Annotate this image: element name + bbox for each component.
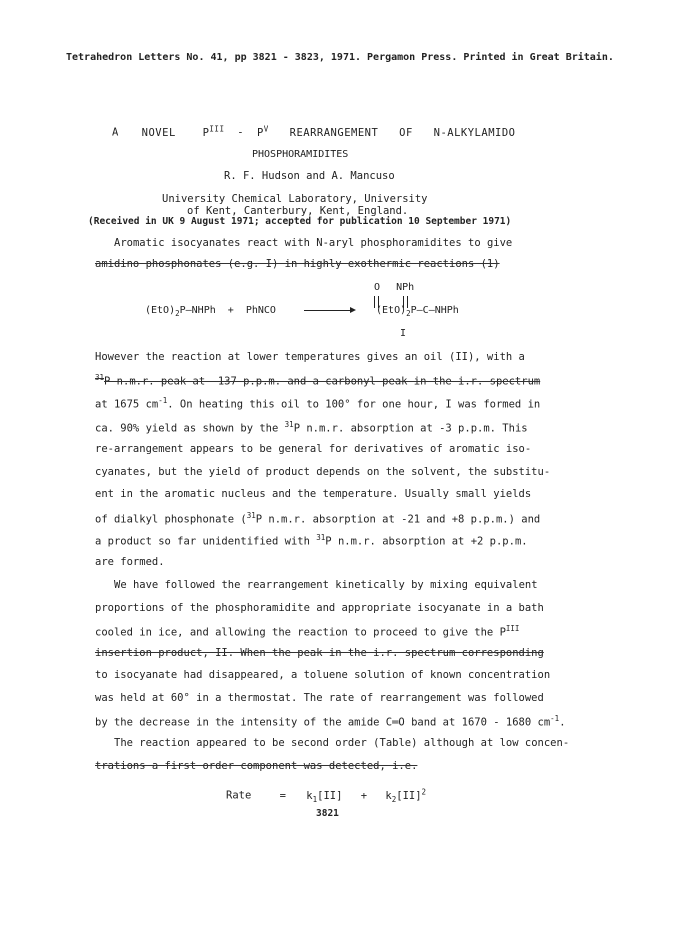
para1-line2: amidino phosphonates (e.g. I) in highly exothermic reactions (1) (95, 258, 500, 270)
para3-line4: insertion product, II. When the peak in the i.r. spectrum corresponding (95, 647, 544, 659)
reaction-arrow-icon (304, 310, 354, 311)
para1-line1: Aromatic isocyanates react with N-aryl phosphoramidites to give (114, 237, 513, 249)
para2-line4: ca. 90% yield as shown by the $^{31}$P n.m.r. absorption at -3 p.p.m. This (95, 420, 528, 435)
para2-line5: re-arrangement appears to be general for derivatives of aromatic iso- (95, 443, 532, 455)
reactant-2: PhNCO (245, 305, 276, 316)
para4-line1: The reaction appeared to be second order (Table) although at low concen- (114, 737, 570, 749)
authors: R. F. Hudson and A. Mancuso (224, 170, 395, 182)
para2-line6: cyanates, but the yield of product depends on the solvent, the substitu- (95, 466, 551, 478)
product: $(EtO)_2P—C—NHPh$ (376, 305, 459, 318)
reactant-1: $(EtO)_2P—NHPh$ (145, 305, 216, 318)
journal-header: Tetrahedron Letters No. 41, pp 3821 - 3823, 1971. Pergamon Press. Printed in Great Britain. (66, 52, 614, 63)
reaction-scheme: $(EtO)_2P—NHPh$ + PhNCO $(EtO)_2P—C—NHPh$ (145, 305, 459, 318)
para3-line5: to isocyanate had disappeared, a toluene solution of known concentration (95, 669, 551, 681)
article-title-line2: PHOSPHORAMIDITES (252, 149, 349, 160)
para2-line3: at 1675 $cm^{-1}$. On heating this oil to 100° for one hour, I was formed in (95, 396, 541, 411)
article-title: A NOVEL $P^{III} - P^V$ REARRANGEMENT OF N-ALKYLAMIDO (112, 124, 516, 139)
para3-line3: cooled in ice, and allowing the reaction to proceed to give the $P^{III}$ (95, 624, 520, 639)
received-date: (Received in UK 9 August 1971; accepted for publication 10 September 1971) (88, 216, 512, 227)
para3-line1: We have followed the rearrangement kinetically by mixing equivalent (114, 579, 538, 591)
para3-line6: was held at 60° in a thermostat. The rate of rearrangement was followed (95, 692, 544, 704)
para2-line9: a product so far unidentified with $^{31}$P n.m.r. absorption at +2 p.p.m. (95, 533, 528, 548)
para3-line2: proportions of the phosphoramidite and appropriate isocyanate in a bath (95, 602, 544, 614)
para2-line7: ent in the aromatic nucleus and the temperature. Usually small yields (95, 488, 532, 500)
page-number: 3821 (316, 808, 339, 819)
para4-line2: trations a first order component was detected, i.e. (95, 760, 418, 772)
para3-line7: by the decrease in the intensity of the amide C═O band at 1670 - 1680 $cm^{-1}$. (95, 714, 566, 729)
product-label: I (400, 328, 407, 339)
affiliation-line1: University Chemical Laboratory, University (162, 193, 428, 205)
affiliation-line2: of Kent, Canterbury, Kent, England. (187, 205, 409, 217)
para2-line1: However the reaction at lower temperatures gives an oil (II), with a (95, 351, 525, 363)
para2-line8: of dialkyl phosphonate ($^{31}$P n.m.r. absorption at -21 and +8 p.p.m.) and (95, 511, 541, 526)
para2-line2: $^{31}$P n.m.r. peak at -137 p.p.m. and a carbonyl peak in the i.r. spectrum (95, 373, 541, 388)
rate-equation: Rate = $k_1[II] + k_2[II]^2$ (226, 787, 427, 804)
scheme-top-labels: O NPh (374, 282, 415, 293)
para2-line10: are formed. (95, 556, 165, 568)
